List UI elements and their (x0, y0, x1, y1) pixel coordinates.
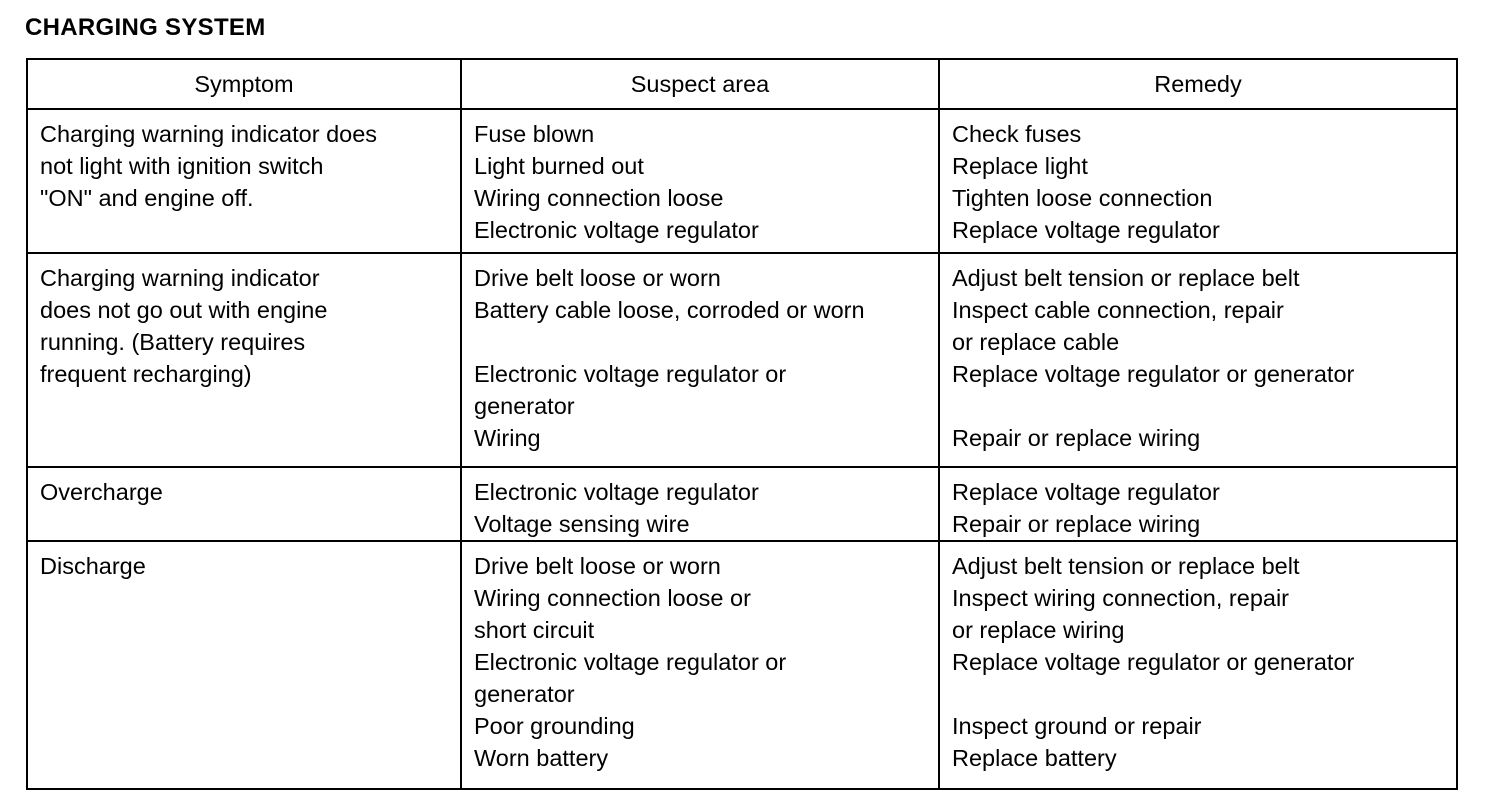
suspect-line: Electronic voltage regulator or (474, 361, 787, 387)
suspect-area-cell (461, 253, 939, 467)
remedy-line: Repair or replace wiring (952, 425, 1201, 451)
header-suspect-area: Suspect area (461, 59, 939, 109)
remedy-cell (939, 467, 1457, 541)
suspect-area-cell (461, 109, 939, 253)
suspect-line: Drive belt loose or worn (474, 265, 721, 291)
table-row (27, 253, 1457, 467)
remedy-line (952, 678, 1456, 710)
remedy-cell (939, 253, 1457, 467)
remedy-line: Adjust belt tension or replace belt (952, 265, 1300, 291)
remedy-line: or replace cable (952, 329, 1120, 355)
remedy-line: Inspect ground or repair (952, 713, 1202, 739)
remedy-line: Replace voltage regulator (952, 479, 1220, 505)
remedy-cell (939, 109, 1457, 253)
symptom-line: Charging warning indicator (40, 265, 320, 291)
suspect-line: Fuse blown (474, 121, 595, 147)
suspect-area-cell (461, 467, 939, 541)
header-symptom: Symptom (27, 59, 461, 109)
suspect-line: Voltage sensing wire (474, 511, 690, 537)
remedy-line: Tighten loose connection (952, 185, 1213, 211)
suspect-line: Electronic voltage regulator or (474, 649, 787, 675)
symptom-line: does not go out with engine (40, 297, 328, 323)
table-header (27, 59, 1457, 109)
suspect-line: Worn battery (474, 745, 609, 771)
remedy-line: Replace battery (952, 745, 1117, 771)
suspect-line: Electronic voltage regulator (474, 217, 759, 243)
symptom-cell (27, 109, 461, 253)
symptom-cell (27, 467, 461, 541)
suspect-line: Battery cable loose, corroded or worn (474, 297, 865, 323)
remedy-line: Replace voltage regulator or generator (952, 361, 1355, 387)
table-body (27, 109, 1457, 789)
symptom-line: frequent recharging) (40, 361, 252, 387)
symptom-cell (27, 541, 461, 789)
remedy-line: Replace voltage regulator or generator (952, 649, 1355, 675)
suspect-line: Poor grounding (474, 713, 635, 739)
suspect-line: Wiring (474, 425, 541, 451)
suspect-line: Wiring connection loose (474, 185, 724, 211)
suspect-line: generator (474, 681, 575, 707)
remedy-line: or replace wiring (952, 617, 1125, 643)
remedy-line: Adjust belt tension or replace belt (952, 553, 1300, 579)
symptom-line: running. (Battery requires (40, 329, 306, 355)
suspect-line: Wiring connection loose or (474, 585, 751, 611)
symptom-line: not light with ignition switch (40, 153, 324, 179)
header-row (27, 59, 1457, 109)
symptom-line: Charging warning indicator does (40, 121, 378, 147)
suspect-area-cell (461, 541, 939, 789)
page-title: CHARGING SYSTEM (25, 14, 266, 41)
remedy-line: Check fuses (952, 121, 1082, 147)
suspect-line: short circuit (474, 617, 595, 643)
suspect-line: Electronic voltage regulator (474, 479, 759, 505)
suspect-line (474, 326, 938, 358)
remedy-line (952, 390, 1456, 422)
symptom-cell (27, 253, 461, 467)
suspect-line: Light burned out (474, 153, 644, 179)
remedy-cell (939, 541, 1457, 789)
remedy-line: Inspect wiring connection, repair (952, 585, 1290, 611)
remedy-line: Replace voltage regulator (952, 217, 1220, 243)
suspect-line: Drive belt loose or worn (474, 553, 721, 579)
troubleshooting-table (26, 58, 1458, 790)
symptom-line: Overcharge (40, 479, 163, 505)
suspect-line: generator (474, 393, 575, 419)
symptom-line: "ON" and engine off. (40, 185, 254, 211)
table-row (27, 467, 1457, 541)
remedy-line: Inspect cable connection, repair (952, 297, 1284, 323)
header-remedy: Remedy (939, 59, 1457, 109)
remedy-line: Repair or replace wiring (952, 511, 1201, 537)
remedy-line: Replace light (952, 153, 1088, 179)
symptom-line: Discharge (40, 553, 146, 579)
table-row (27, 541, 1457, 789)
table-row (27, 109, 1457, 253)
